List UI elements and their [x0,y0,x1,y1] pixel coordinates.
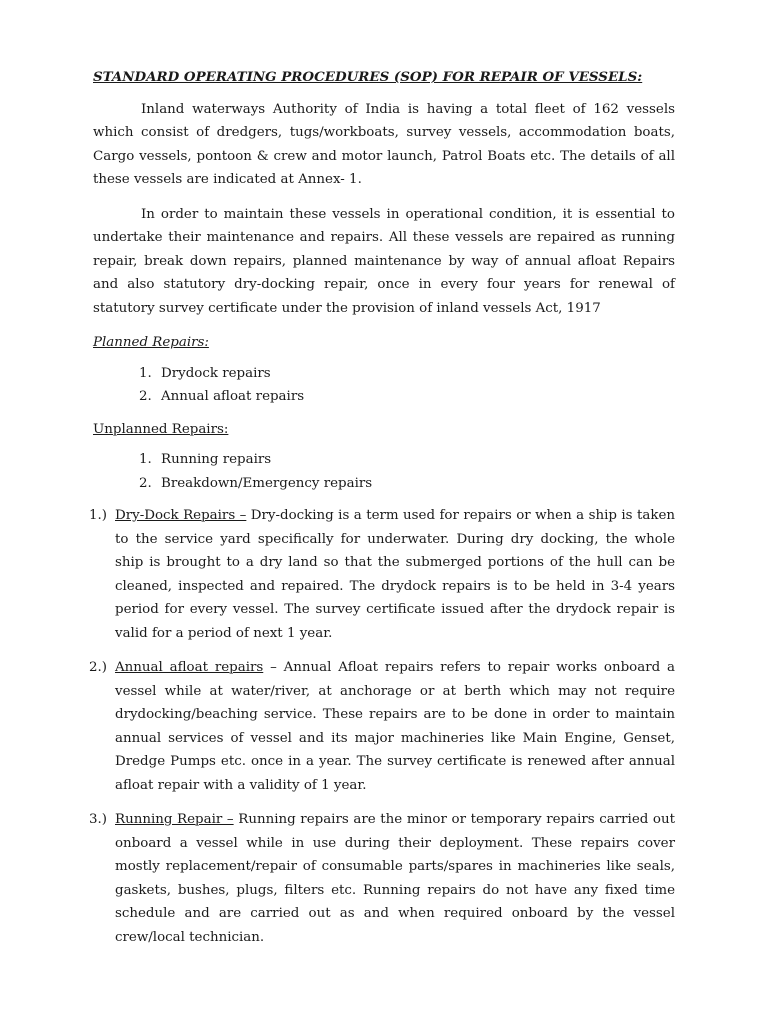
section-body: – Annual Afloat repairs refers to repair works onboard a vessel while at water/river, at anchorage or at berth which may not require drydocking/beaching service. These repairs are to be done in order to maintain annual services of vessel and its major machineries like Main Engine, Genset, Dredge Pumps etc. once in a year. The survey certificate is renewed after annual afloat repair with a validity of 1 year. [115,660,675,793]
list-item-text: Annual afloat repairs [161,389,305,404]
planned-repairs-list [93,362,675,409]
unplanned-repairs-heading: Unplanned Repairs: [93,421,229,437]
list-item [139,448,675,472]
list-item [139,362,675,386]
section-marker: 3.) [89,812,108,827]
list-item [139,472,675,496]
planned-repairs-heading: Planned Repairs: [93,335,209,350]
list-item-number: 1. [139,365,152,381]
list-item-text: Breakdown/Emergency repairs [161,475,373,491]
section-dry-dock-repairs [89,504,676,645]
section-body: Dry-docking is a term used for repairs or when a ship is taken to the service yard specifically for underwater. During dry docking, the whole ship is brought to a dry land so that the submerged portions of the hull can be cleaned, inspected and repaired. The drydock repairs is to be held in 3-4 years period for every vessel. The survey certificate issued after the drydock repair is valid for a period of next 1 year. [115,508,676,641]
intro-paragraph-1: Inland waterways Authority of India is having a total fleet of 162 vessels which consist of dredgers, tugs/workboats, survey vessels, accommodation boats, Cargo vessels, pontoon & crew and motor launch, Patrol Boats etc. The details of all these vessels are indicated at Annex- 1. [93,101,675,187]
list-item-number: 2. [139,475,152,491]
list-item-text: Drydock repairs [161,365,271,381]
list-item [139,385,675,409]
unplanned-repairs-list [93,448,675,495]
section-body: Running repairs are the minor or temporary repairs carried out onboard a vessel while in use during their deployment. These repairs cover mostly replacement/repair of consumable parts/spares in machineries like seals, gaskets, bushes, plugs, filters etc. Running repairs do not have any fixed time schedule and are carried out as and when required onboard by the vessel crew/local technician. [115,812,676,945]
section-annual-afloat-repairs [89,656,675,797]
section-term: Running Repair – [115,812,234,827]
section-running-repair [89,808,676,949]
list-item-number: 2. [139,389,152,404]
section-term: Dry-Dock Repairs – [115,508,247,523]
section-marker: 2.) [89,660,108,675]
section-marker: 1.) [89,508,108,523]
list-item-number: 1. [139,452,152,467]
document-title: STANDARD OPERATING PROCEDURES (SOP) FOR REPAIR OF VESSELS: [93,69,643,85]
list-item-text: Running repairs [161,452,272,467]
section-term: Annual afloat repairs [115,660,264,675]
intro-paragraph-2: In order to maintain these vessels in operational condition, it is essential to undertake their maintenance and repairs. All these vessels are repaired as running repair, break down repairs, planned maintenance by way of annual afloat Repairs and also statutory dry-docking repair, once in every four years for renewal of statutory survey certificate under the provision of inland vessels Act, 1917 [93,206,675,316]
